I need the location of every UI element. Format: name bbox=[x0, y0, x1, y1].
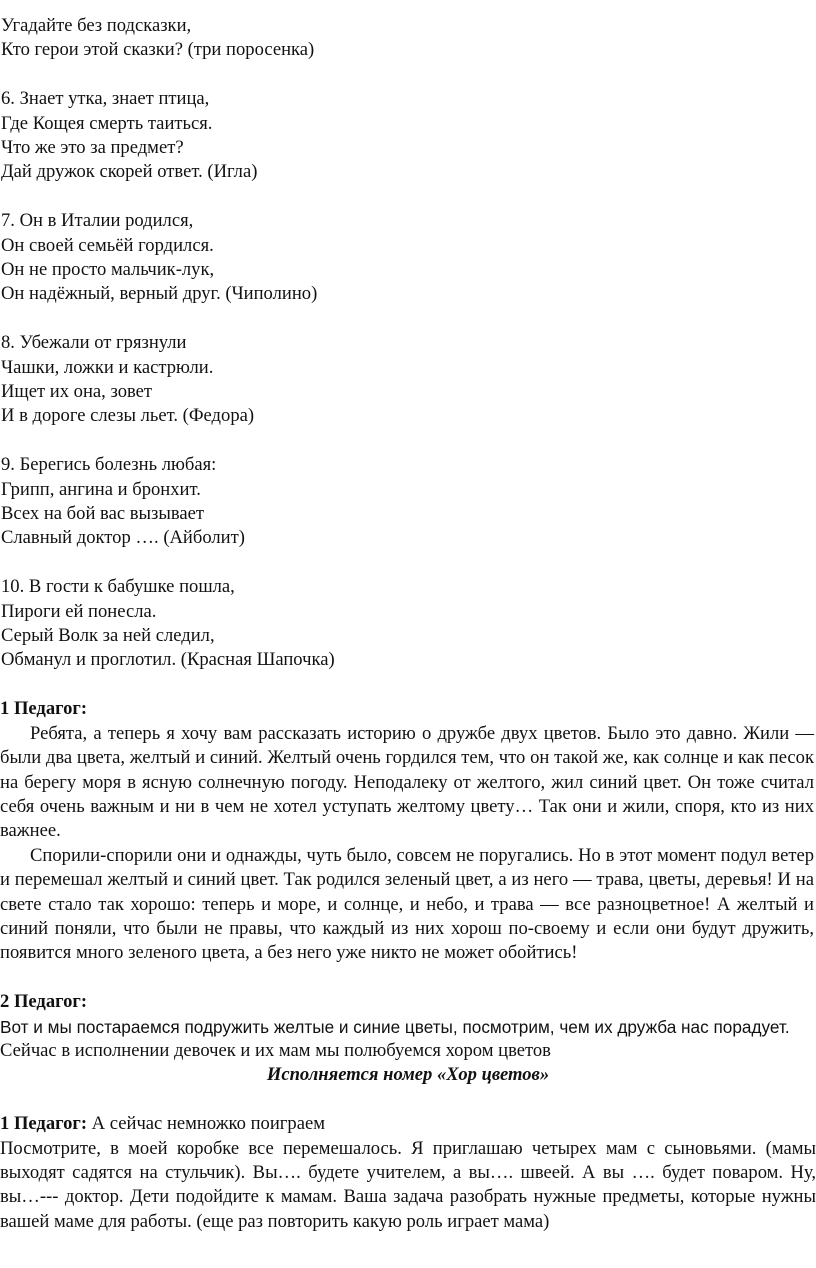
announce-text: Сейчас в исполнении девочек и их мам мы полюбуемся хором цветов bbox=[0, 1039, 551, 1061]
performance-title: Исполняется номер «Хор цветов» bbox=[266, 1064, 550, 1086]
section-title: 1 Педагог: bbox=[0, 698, 88, 720]
riddle-line: Славный доктор …. (Айболит) bbox=[1, 527, 245, 549]
riddle-line: Он надёжный, верный друг. (Чиполино) bbox=[1, 283, 318, 305]
riddle-line: Всех на бой вас вызывает bbox=[1, 503, 205, 525]
section-text: Вот и мы постараемся подружить желтые и синие цветы, посмотрим, чем их дружба нас порадует. bbox=[0, 1016, 790, 1037]
riddle-line: Он не просто мальчик-лук, bbox=[1, 259, 215, 281]
section-title: 1 Педагог: bbox=[0, 1113, 88, 1135]
riddle-9 bbox=[0, 453, 816, 551]
spacer bbox=[0, 1088, 816, 1112]
riddle-line: 6. Знает утка, знает птица, bbox=[1, 88, 210, 110]
riddle-line: И в дороге слезы льет. (Федора) bbox=[1, 405, 255, 427]
riddle-line: Что же это за предмет? bbox=[1, 137, 184, 159]
riddle-line: Серый Волк за ней следил, bbox=[1, 625, 215, 647]
riddle-line: Кто герои этой сказки? (три поросенка) bbox=[1, 39, 315, 61]
riddle-line: Ищет их она, зовет bbox=[1, 381, 153, 403]
riddle-line: Обманул и проглотил. (Красная Шапочка) bbox=[1, 649, 335, 671]
riddle-6 bbox=[0, 87, 816, 185]
riddle-7 bbox=[0, 209, 816, 307]
story-paragraph: Спорили-спорили они и однажды, чуть было, совсем не поругались. Но в этот момент подул ветер и перемешал желтый и синий цвет. Так родился зеленый цвет, а из него — трава, цветы, деревья! И на свете стало так хорошо: теперь и море, и солнце, и небо, и трава — все разноцветное! А желтый и синий поняли, что были не правы, что каждый из них хорош по-своему и если они будут дружить, появится много зеленого цвета, а без него уже никто не может обойтись! bbox=[0, 844, 814, 964]
section-title-rest: А сейчас немножко поиграем bbox=[87, 1113, 325, 1135]
section-title: 2 Педагог: bbox=[0, 991, 88, 1013]
riddle-line: Дай дружок скорей ответ. (Игла) bbox=[1, 161, 258, 183]
riddle-intro bbox=[0, 14, 816, 63]
section-teacher-1 bbox=[0, 697, 816, 965]
riddle-10 bbox=[0, 575, 816, 673]
riddle-line: Угадайте без подсказки, bbox=[1, 15, 192, 36]
riddle-line: Грипп, ангина и бронхит. bbox=[1, 478, 201, 500]
riddle-line: 8. Убежали от грязнули bbox=[1, 332, 187, 354]
story-paragraph: Ребята, а теперь я хочу вам рассказать историю о дружбе двух цветов. Было это давно. Жили — были два цвета, желтый и синий. Желтый очень гордился тем, что он такой же, как солнце и как песок на берегу моря в ясную солнечную погоду. Неподалеку от желтого, жил синий цвет. Он тоже считал себя очень важным и ни в чем не хотел уступать желтому цвету… Так они и жили, споря, кто из них важнее. bbox=[0, 722, 814, 842]
section-teacher-2 bbox=[0, 990, 816, 1088]
game-text: Посмотрите, в моей коробке все перемешалось. Я приглашаю четырех мам с сыновьями. (мамы выходят садятся на стульчик). Вы…. будете учителем, а вы…. швеей. А вы …. будет поваром. Ну, вы…--- доктор. Дети подойдите к мамам. Ваша задача разобрать нужные предметы, которые нужны вашей маме для работы. (еще раз повторить какую роль играет мама) bbox=[0, 1137, 816, 1232]
section-heading-line bbox=[0, 1112, 816, 1136]
riddle-line: 7. Он в Италии родился, bbox=[1, 210, 194, 232]
spacer bbox=[0, 966, 816, 990]
riddle-line: Где Кощея смерть таиться. bbox=[1, 112, 213, 134]
riddle-line: Чашки, ложки и кастрюли. bbox=[1, 356, 214, 378]
riddle-line: Он своей семьёй гордился. bbox=[1, 234, 214, 256]
section-teacher-3 bbox=[0, 1112, 816, 1234]
riddle-8 bbox=[0, 331, 816, 429]
riddle-line: Пироги ей понесла. bbox=[1, 600, 157, 622]
riddle-line: 10. В гости к бабушке пошла, bbox=[1, 576, 235, 598]
riddle-line: 9. Берегись болезнь любая: bbox=[1, 454, 217, 476]
